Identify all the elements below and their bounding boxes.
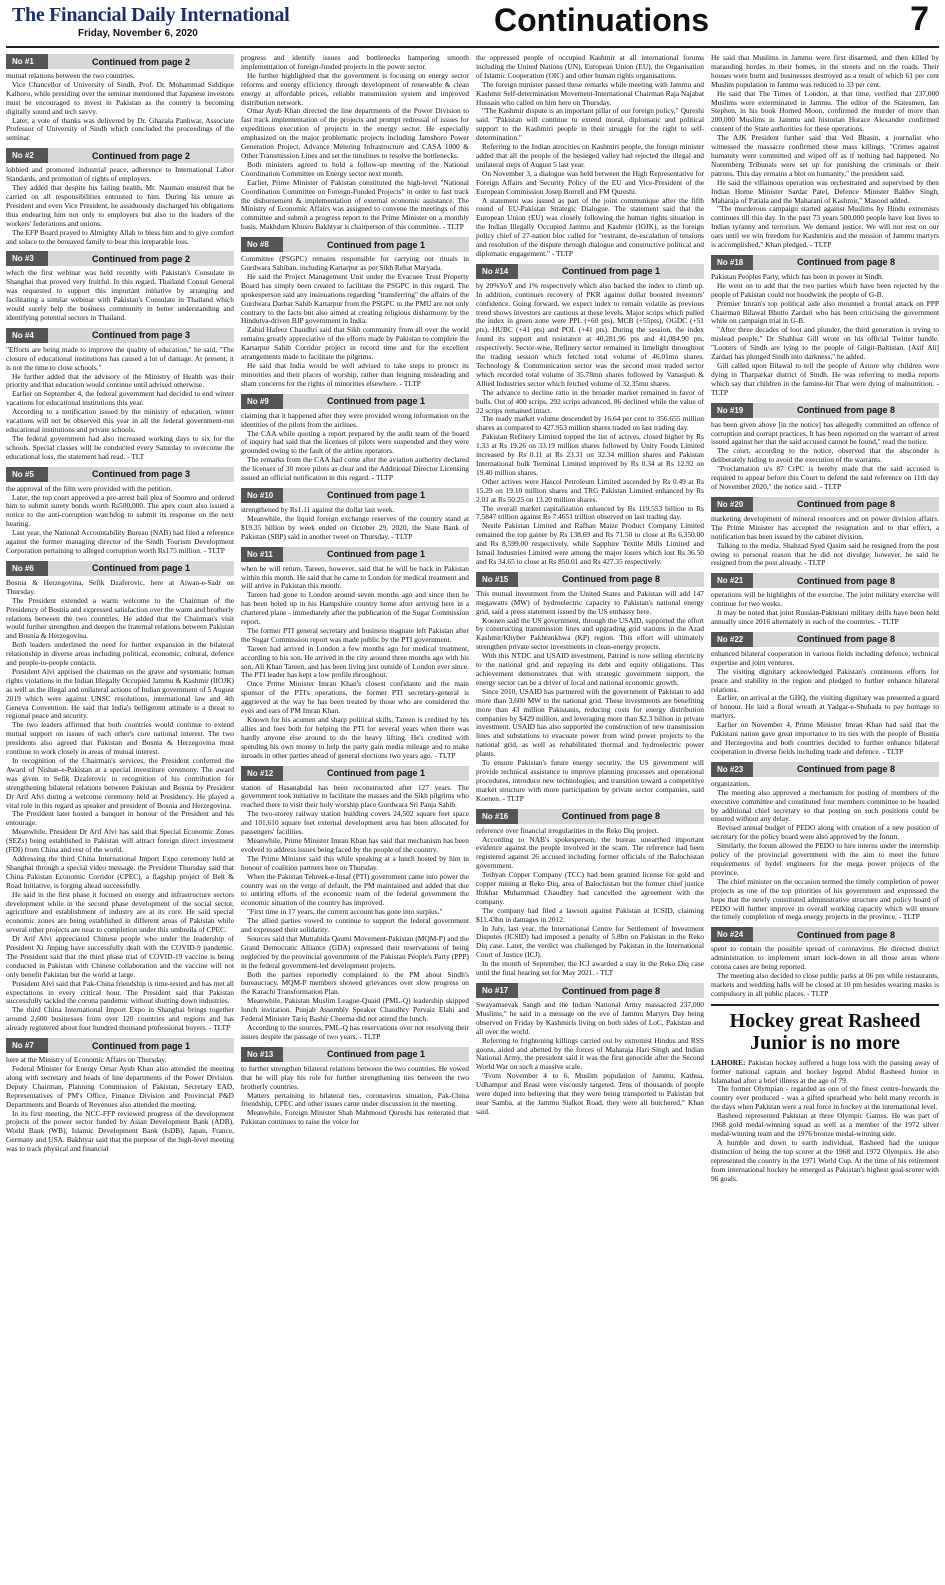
article-number-badge: No #11: [241, 547, 283, 562]
article-paragraph: Talking to the media, Shahzad Syed Qasim said he resigned from the post owing to personal reason that he did not divulge; however, he said he resigned from the post already. - TLTP: [711, 540, 939, 568]
article-body: [476, 282, 704, 567]
article-paragraph: According to a notification issued by the ministry of education, winter vacations will not be observed this year in all the federal government-run educational institutions and private schools.: [6, 407, 234, 434]
article-number-badge: No #6: [6, 561, 48, 576]
article: [711, 632, 939, 757]
article-paragraph: The overall market capitalization enhanced by Rs 119.553 billion to Rs 7.5847 trillion against Rs 7.4651 trillion observed on last trading day.: [476, 503, 704, 522]
article-body: [476, 54, 704, 259]
page-number: 7: [910, 0, 929, 38]
article-paragraph: Bosnia & Herzegovina, Sefik Dzaferovic, here at Aiwan-e-Sadr on Thursday.: [6, 577, 234, 596]
article-paragraph: Pakistan Refinery Limited topped the list of actives, closed higher by Rs 1.33 at Rs 19.26 on 33.19 million shares followed by Unity Foods Limited increased by Rs 0.11 at Rs 23.31 on 32.34 million shares and Pakistan International bulk Terminal Limited improved by Rs 0.34 at Rs 12.92 on 19.40 million shares.: [476, 432, 704, 477]
article-paragraph: Federal Minister for Energy Omar Ayub Khan also attended the meeting along with secretary and heads of line departments of the Power Division. Deputy Chairman, Planning Commission of Pakistan, Secretary EAD, Representatives of PM's Office, Finance Division and Provincial P&D Departments and Boards of Revenues also attended the meeting.: [6, 1064, 234, 1109]
article: [476, 809, 704, 978]
article-number-badge: No #7: [6, 1038, 48, 1053]
article-number-badge: No #19: [711, 403, 753, 418]
article-continued-label: Continued from page 8: [561, 985, 660, 996]
article-paragraph: strengthened by Rs1.11 against the dollar last week.: [241, 504, 395, 514]
article-paragraph: claiming that it happened after they were provided wrong information on the identities of the pilots from the airlines.: [241, 410, 469, 429]
article-body: [476, 590, 704, 804]
article-header: [241, 394, 469, 409]
article-paragraph: A statement was issued as part of the joint communique after the fifth round of EU-Pakistan Strategic Dialogue. The statement said that the European Union (EU) was closely following the human rights situation in the Indian Illegally Occupied Jammu and Kashmir (IOJK), as the foreign policy chief of 27-nation bloc called for "restraint, de-escalation of tensions and resolution of the dispute through dialogue and constructive political and diplomatic engagement." - TLTP: [476, 195, 704, 258]
article-paragraph: The foreign minister passed these remarks while meeting with Jammu and Kashmir Self-determination Movement-International Chairman Raja Najabat Hussain who called on him here on Thursday.: [476, 79, 704, 107]
article-body: [6, 72, 234, 143]
article-number-badge: No #15: [476, 572, 518, 587]
article-paragraph: The chief minister on the occasion termed the timely completion of power projects as one of the top priorities of his government and expressed the hope that the newly constituted administrative structure and policy board of PEDO will further improve its overall working capacity which will ensure the timely completion of mega energy projects in the province. - TLTP: [711, 876, 939, 922]
column-3: [476, 54, 704, 1579]
article: [241, 54, 469, 232]
article-body: [711, 780, 939, 923]
article-number-badge: No #14: [476, 264, 518, 279]
article-paragraph: the oppressed people of occupied Kashmir at all international forums including the United Nations (UN), European Union (EU), the Organisation of Islamic Cooperation (OIC) and other human rights organisations.: [476, 54, 704, 80]
hockey-paragraph: [711, 1112, 939, 1139]
hockey-paragraph-text: Rasheed represented Pakistan at three Olympic Games. He was part of 1968 gold medal-winning squad as well as a member of the 1972 silver medal-winning team and the 1976 bronze medal-winning side.: [711, 1111, 939, 1138]
article-paragraph: Omar Ayub Khan directed the line departments of the Power Division to fast track implementation of the projects and prompt redressal of issues for expeditious execution of projects in the energy sector. He especially emphasized on the major problematic projects including Jamshoro Power Generation Project, Advance Metering Infrastructure and CASA 1000 & Other Transmission Lines and set the timelines to resolve the bottlenecks.: [241, 106, 469, 160]
article-paragraph: Similarly, the forum allowed the PEDO to hire interns under the internship policy of the provincial government with the aim to meet the future requirements of hydel engineers for the mega power projects of the province.: [711, 841, 939, 877]
article: [711, 762, 939, 923]
article-paragraph: "The Kashmir dispute is an important pillar of our foreign policy," Qureshi said. "Pakistan will continue to extend moral, diplomatic and political support to the Kashmiri people in their struggle for the right to self-determination.": [476, 106, 704, 143]
section-title: Continuations: [494, 2, 710, 38]
article-paragraph: The two-storey railway station building covers 24,502 square feet space and 101,610 square feet external development area has been allocated for passengers' facilities.: [241, 809, 469, 837]
article: [6, 54, 234, 143]
article-paragraph: The court, according to the notice, observed that the absconder is deliberately hiding to avoid the execution of the warrants.: [711, 446, 939, 465]
article-paragraph: progress and identify issues and bottlenecks hampering smooth implementation of foreign-funded projects in the power sector.: [241, 54, 469, 71]
article-paragraph: has been given above [in the notice] has allegedly committed an offence of corruption and corrupt practices. It has been reported on the warrant of arrest issued against her that the said accused cannot be found," read the notice.: [711, 419, 939, 447]
article: [6, 148, 234, 246]
article-paragraph: station of Hasanabdal has been reconstructed after 127 years. The government took initiative to facilitate the masses and the Sikh pilgrims who reached there to visit their holy worship place Gurdwara Sri Panja Sahib.: [241, 782, 469, 810]
article-paragraph: Meanwhile, the liquid foreign exchange reserves of the country stand at $19.35 billion by week ended on October 29, 2020, the State Bank of Pakistan (SBP) said in another tweet on Thursday. - TLTP: [241, 513, 469, 541]
article: [241, 237, 469, 389]
article-number-badge: No #5: [6, 467, 48, 482]
article-header: [711, 403, 939, 418]
article-paragraph: Meanwhile, President Dr Arif Alvi has said that Special Economic Zones (SEZs) being established in Pakistan will attract foreign direct investment (FDI) from China and rest of the world.: [6, 827, 234, 855]
article-number-badge: No #3: [6, 251, 48, 266]
article-paragraph: According to the sources, PML-Q has reservations over not resolving their issues despite the passage of two years. - TLTP: [241, 1023, 469, 1041]
article-continued-label: Continued from page 1: [326, 549, 425, 560]
article-paragraph: by 20%YoY and 1% respectively which also backed the index to climb up. In addition, continues recovery of PKR against dollar boosted investors' confidence. Going forward, we expect index to remain volatile as previous trend shows investors are cautious at these levels. Major scrips which pulled the index in green zone were PPL (+60 pts), MCB (+55pts), OGDC (+51 pts), HUBC (+41 pts) and POL (+41 pts). During the session, the index found its support and resistance at 40,281.96 pts and 41,084.90 pts, respectively. Sector-wise, Refinery sector remained in limelight throughout the trading session which fetched total volume of 46.01mn shares. Technology & Communication sector was the second most traded sector which recorded total volume of 35.78mn shares followed by Vanaspati & Allied Industries sector which fetched volume of 32.35mn shares.: [476, 280, 704, 388]
article-continued-label: Continued from page 8: [796, 405, 895, 416]
article-body: [6, 166, 234, 246]
article-paragraph: The Prime Minister said this while speaking at a lunch hosted by him in honour of coalition partners here on Thursday.: [241, 853, 469, 872]
article-continued-label: Continued from page 1: [326, 239, 425, 250]
article-number-badge: No #10: [241, 488, 283, 503]
article: [476, 572, 704, 804]
article-paragraph: The advance to decline ratio in the broader market remained in favor of bulls. Out of 400 scrips, 292 scrips advanced, 86 declined while the value of 22 scrips remained intact.: [476, 387, 704, 415]
article-number-badge: No #8: [241, 237, 283, 252]
article-header: [6, 251, 234, 266]
article-paragraph: Later, a vote of thanks was delivered by Dr. Ghazala Panhwar, Associate Professor of University of Sindh which concluded the proceedings of the seminar.: [6, 115, 234, 143]
article-paragraph: He said that India would be well advised to take steps to protect its minorities and their places of worship, rather than feigning misleading and sham concerns for the rights of minorities elsewhere. - TLTP: [241, 361, 469, 388]
article-paragraph: The two leaders affirmed that both countries would continue to extend mutual support on issues of each other's core national interest. The two presidents also agreed that Pakistan and Bosnia & Herzegovina must continue to work closely in areas of mutual interest.: [6, 720, 234, 757]
article-paragraph: Other actives were Hascol Petroleum Limited ascended by Rs 0.49 at Rs 15.29 on 19.10 million shares and TRG Pakistan Limited enhanced by Rs 2.01 at Rs 50.25 on 13.20 million shares.: [476, 476, 704, 504]
article: [711, 403, 939, 492]
article: [476, 264, 704, 567]
article-paragraph: Meanwhile, Pakistan Muslim League-Quaid (PML-Q) leadership skipped lunch invitation. Punjab Assembly Speaker Chaudhry Pervaiz Elahi and Federal Minister Tariq Bashir Cheema did not attend the lunch.: [241, 996, 469, 1024]
article-continued-label: Continued from page 1: [326, 1049, 425, 1060]
article-paragraph: Nestle Pakistan Limited and Rafhan Maize Product Company Limited remained the top gainer by Rs 138.69 and Rs 71.50 to close at Rs 6,350.00 and Rs 8,599.00 respectively, while Sapphire Textile Mills Limited and Ismail Industries Limited were among the major losers which lost Rs 36.50 and Rs 34.65 to close at Rs 850.01 and Rs 427.35 respectively.: [476, 521, 704, 566]
column-4-articles: [711, 54, 939, 999]
article-continued-label: Continued from page 1: [326, 396, 425, 407]
article-body: [711, 515, 939, 568]
article-paragraph: Meanwhile, Foreign Minister Shah Mahmood Qureshi has reiterated that Pakistan continues to raise the voice for: [241, 1108, 469, 1127]
article-continued-label: Continued from page 2: [91, 56, 190, 67]
article-paragraph: Committee (PSGPC) remains responsible for carrying out rituals in Gurdwara Sahiban, including Kartarpur as per Sikh Rehat Maryada.: [241, 254, 469, 273]
column-4: [711, 54, 939, 1579]
article-body: [241, 255, 469, 389]
article-header: [241, 1047, 469, 1062]
column-2: [241, 54, 469, 1579]
article-number-badge: No #22: [711, 632, 753, 647]
article-paragraph: Swayamsevak Sangh and the Indian National Army massacred 237,000 Muslims," he said in a message on the eve of Jammu Martyrs Day being observed on Friday by Kashmiris living on both sides of LoC, Pakistan and all over the world.: [476, 1000, 704, 1036]
article-body: [6, 269, 234, 322]
article-paragraph: "From November 4 to 6, Muslim population of Jammu, Kathua, Udhampur and Reasi were viscously targeted. Tens of thousands of people were duped into believing that they were being transported to Pakistan but near Samba, at the Jammu Sialkot Road, they were all butchered," Khan said.: [476, 1071, 704, 1116]
article-number-badge: No #20: [711, 497, 753, 512]
article-paragraph: Sources said that Muttahida Qaumi Movement-Pakistan (MQM-P) and the Grand Democratic Alliance (GDA) expressed their reservations of being neglected by the provincial government of the Pakistan People's Party (PPP) in the federal government-led development projects.: [241, 933, 469, 970]
article-header: [476, 572, 704, 587]
article-paragraph: The meeting also decided to close public parks at 06 pm while restaurants, markets and wedding halls will be closed at 10 pm besides wearing masks is compulsory in all public places. - TLTP: [711, 971, 939, 998]
article-paragraph: Referring to the Indian atrocities on Kashmiri people, the foreign minister added that all the people of the besieged valley had rejected the illegal and unilateral steps of August 5 last year.: [476, 142, 704, 169]
article: [711, 573, 939, 627]
article-paragraph: spent to contain the possible spread of coronavirus. He directed district administration to implement smart lock-down in all those areas where corona cases are being reported.: [711, 944, 939, 972]
dateline: LAHORE:: [711, 1057, 746, 1067]
article-continued-label: Continued from page 3: [91, 330, 190, 341]
article-paragraph: Pakistan Peoples Party, which has been in power in Sindh.: [711, 271, 884, 281]
hockey-paragraph: [711, 1139, 939, 1184]
article-paragraph: Last year, the National Accountability Bureau (NAB) had filed a reference against the former managing director of the Sindh Tourism Development Corporation pertaining to alleged corruption worth Rs175 million. - TLTP: [6, 528, 234, 555]
article-continued-label: Continued from page 2: [91, 150, 190, 161]
article-paragraph: Earlier, Prime Minister of Pakistan constituted the high-level "National Coordination Committee on Foreign-Funded Projects" in order to fast track the disbursement & implementation of external economic assistance. The Ministry of Economic Affairs was assigned to convene the meetings of this committee and submit a progress report to the Prime Minister on a monthly basis. Makhdum Khusro Bakhtyar is chairperson of this committee. - TLTP: [241, 177, 469, 232]
article-header: [6, 148, 234, 163]
article: [476, 54, 704, 259]
article-paragraph: With this NTDC and USAID investment, Patrind is now selling electricity to the national grid and repaying its debt and equity obligations. This achievement demonstrates that with strategic government support, the energy sector can be a driver of local and national economic growth.: [476, 651, 704, 687]
article-paragraph: Both the parties reportedly complained to the PM about Sindh's bureaucracy. MQM-P members showed grievances over slow progress on the Karachi Transformation Plan.: [241, 969, 469, 997]
article: [711, 54, 939, 250]
article-body: [6, 485, 234, 556]
article-header: [6, 54, 234, 69]
article-paragraph: Zahid Hafeez Chaudhri said that Sikh community from all over the world remains greatly appreciative of the efforts made by Pakistan to complete the Kartarpur Sahib Corridor project in record time and for the excellent arrangements made to facilitate the pilgrims.: [241, 325, 469, 362]
article-paragraph: The President extended a warm welcome to the Chairman of the Presidency of Bosnia and expressed satisfaction over the warm and brotherly relations between the two countries. He added that the Chairman's visit would further strengthen and deepen the fraternal relations between Pakistan and Bosnia & Herzegovina.: [6, 595, 234, 641]
article-paragraph: organization.: [711, 778, 750, 788]
article-paragraph: He said that Muslims in Jammu were first disarmed, and then killed by marauding hordes in their homes, in the streets and on the roads. Their houses were burnt and businesses destroyed as a result of which 61 per cent Muslim population in Jammu was reduced to 33 per cent.: [711, 54, 939, 89]
article-paragraph: President Alvi said that Pak-China friendship is time-tested and has met all expectations in every critical hour. The President said that Pakistan successfully tackled the corona pandemic without shutting down industries.: [6, 978, 234, 1006]
article-paragraph: Revised annual budget of PEDO along with creation of a new position of secretary for the policy board were also approved by the forum.: [711, 823, 939, 842]
article-number-badge: No #9: [241, 394, 283, 409]
article-header: [476, 809, 704, 824]
article: [241, 766, 469, 1042]
article-paragraph: Earlier, on arrival at the GHQ, the visiting dignitary was presented a guard of honour. He laid a floral wreath at Yadgar-e-Shuhada to pay homage to martyrs.: [711, 693, 939, 721]
article-number-badge: No #18: [711, 255, 753, 270]
article-paragraph: The AJK President further said that Ved Bhasin, a journalist who witnessed the massacre confirmed these mass killings. "Crimes against humanity were committed and wiped off as if nothing had happened. No Nuremberg Tribunals were set up for punishing the criminals or their patrons. This day remains a blot on humanity," the president said.: [711, 133, 939, 178]
article-header: [6, 1038, 234, 1053]
article-paragraph: In the month of September, the ICJ awarded a stay in the Reko Diq case until the final hearing set for May 2021. - TLT: [476, 959, 704, 978]
article-number-badge: No #1: [6, 54, 48, 69]
article: [6, 467, 234, 556]
article-paragraph: On November 3, a dialogue was held between the High Representative for Foreign Affairs and Security Policy of the EU and Vice-President of the European Commission Josep Borrell and FM Qureshi.: [476, 168, 704, 196]
article-continued-label: Continued from page 8: [561, 574, 660, 585]
article-body: [6, 1056, 234, 1154]
article-paragraph: Tethyan Copper Company (TCC) had been granted license for gold and copper mining at Reko Diq, area of Balochistan but the former chief justice Iftikhar Muhammad Chaudhry had cancelled the agreement with the company.: [476, 870, 704, 906]
article-paragraph: marketing development of mineral resources and on power division affairs. The Prime Minister has accepted the resignation and to that effect, a notification has been issued by the cabinet division.: [711, 513, 939, 541]
article-paragraph: Dr Arif Alvi appreciated Chinese people who under the leadership of President Xi Jinping have successfully dealt with the COVID-9 pandemic. The President said that the third phase trial of COVID-19 vaccine is being conducted in Pakistan with Chinese collaboration and the vaccine will not only benefit Pakistan but the world at large.: [6, 934, 234, 979]
article-paragraph: Later, the top court approved a pre-arrest bail plea of Soomro and ordered him to submit surety bonds worth Rs500,000. The apex court also issued a notice to the anti-corruption watchdog to submit its response on the next hearing.: [6, 492, 234, 529]
article-paragraph: Referring to frightening killings carried out by extremist Hindus and RSS goons, aided and abetted by the forces of Maharaja Hari Singh and Indian National Army, the president said it was the first genocide after the Second World War on such a massive scale.: [476, 1035, 704, 1072]
article-paragraph: The visiting dignitary acknowledged Pakistan's continuous efforts for peace and stability in the region and pledged to further enhance bilateral relations.: [711, 666, 939, 694]
article-columns: [6, 48, 939, 1579]
article-body: [711, 421, 939, 492]
article-body: [711, 945, 939, 998]
article-continued-label: Continued from page 8: [796, 764, 895, 775]
article-body: [711, 54, 939, 250]
article-body: [241, 412, 469, 483]
hockey-paragraph-text: Pakistan hockey suffered a huge loss with the passing away of former national captain and hockey legend Abdul Rasheed Junior in Islamabad after a brief illness at the age of 79.: [711, 1057, 939, 1085]
article-paragraph: This mutual investment from the United States and Pakistan will add 147 megawatts (MW) of hydroelectric capacity to Pakistan's national energy grid, said a press statement issued by the US embassy here.: [476, 588, 704, 616]
article-paragraph: He further added that the advisory of the Ministry of Health was their priority and that education would continue until advised otherwise.: [6, 371, 234, 390]
article-paragraph: the approval of the film were provided with the petition.: [6, 483, 173, 493]
article-continued-label: Continued from page 8: [796, 634, 895, 645]
article-paragraph: In its first meeting, the NCC-FFP reviewed progress of the development projects of the power sector funded by Asian Development Bank (ADB), World Bank (WB), Islamic Development Bank (IsDB), Japan, France, Germany and USA. Bakhtyar said that the purpose of the high-level meeting was to track physical and financial: [6, 1108, 234, 1154]
article-body: [6, 346, 234, 462]
article-body: [711, 650, 939, 757]
article-paragraph: To ensure Pakistan's future energy security, the US government will provide technical assistance to improve planning processes and operational procedures, introduce new technologies, and transition toward a competitive market structure with more participation by private sector companies, said Koenen. - TLTP: [476, 758, 704, 803]
article-paragraph: He said in the first phase it focused on energy and infrastructure sectors development while in the second phase development of the social sector, agriculture and establishment of industry are at its core. He said special economic zones are being established in different areas of Pakistan while several other projects are near to completion under this umbrella of CPEC.: [6, 889, 234, 935]
article-header: [6, 561, 234, 576]
article-paragraph: President Alvi apprised the chairman on the grave and systematic human rights violations in the Indian Illegally Occupied Jammu & Kashmir (IIOJK) as well as the illegal and unilateral actions of Indian government of 5 August 2019 which were against UNSC resolutions, international law and 4th Geneva Convention. He said that India's belligerent attitude is a threat to regional peace and security.: [6, 666, 234, 721]
article-body: [476, 827, 704, 978]
article-number-badge: No #16: [476, 809, 518, 824]
hockey-article: [711, 1004, 939, 1184]
article-paragraph: enhanced bilateral cooperation in various fields including defence, technical expertise and joint ventures.: [711, 648, 939, 667]
article-paragraph: The company had filed a lawsuit against Pakistan at ICSID, claiming $11.43bn in damages in 2012.: [476, 905, 704, 924]
article-body: [476, 1001, 704, 1117]
article-paragraph: The allied parties vowed to continue to support the federal government and expressed their solidarity.: [241, 916, 469, 935]
article-paragraph: The remarks from the CAA had come after the aviation authority declared the licenses of 30 more pilots as clear and the Additional Director Licensing issued an official notification in this regard. - TLTP: [241, 455, 469, 483]
article-body: [241, 54, 469, 232]
article-header: [241, 488, 469, 503]
article-paragraph: The President later hosted a banquet in honour of the President and his entourage.: [6, 809, 234, 828]
article-number-badge: No #17: [476, 983, 518, 998]
article-paragraph: Matters pertaining to bilateral ties, coronavirus situation, Pak-China friendship, CPEC and other issues came under discussion in the meeting.: [241, 1090, 469, 1109]
article-continued-label: Continued from page 8: [796, 499, 895, 510]
article-paragraph: to further strengthen bilateral relations between the two countries. He vowed that he will play his role for further strengthening ties between the two brotherly countries.: [241, 1063, 469, 1091]
article-paragraph: when he will return. Tareen, however, said that he will be back in Pakistan within this month. He said that he came to London for medical treatment and will arrive in Pakistan this month.: [241, 563, 469, 591]
article-paragraph: The former PTI general secretary and business magnate left Pakistan after the Sugar Commission report was made public by the PTI government.: [241, 625, 469, 644]
article-paragraph: Earlier on November 4, Prime Minister Imran Khan had said that the Pakistani nation gave great importance to its ties with the people of Bosnia and Herzegovina and both countries decided to further enhance bilateral cooperation in diverse fields including trade and defence. - TLTP: [711, 720, 939, 756]
hockey-paragraph: [711, 1059, 939, 1086]
article-continued-label: Continued from page 3: [91, 469, 190, 480]
article: [241, 547, 469, 761]
article: [711, 255, 939, 398]
article-body: [241, 506, 469, 542]
article: [6, 561, 234, 1033]
article-paragraph: In July, last year, the International Centre for Settlement of Investment Disputes (ICSID) had imposed a penalty of 5.8bn on Pakistan in the Reko Diq case. Later, the verdict was challenged by Pakistan in the International Court of Justice (ICJ).: [476, 923, 704, 960]
article-header: [711, 927, 939, 942]
hockey-paragraph-text: A humble and down to earth individual, Rasheed had the unique distinction of being the top scorer at the 1968 and 1972 Olympics. He also represented the country in the 1971 World Cup. At the time of his retirement from international hockey he emerged as Pakistan's highest goal-scorer with 96 goals.: [711, 1137, 939, 1183]
hockey-headline: Hockey great Rasheed Junior is no more: [729, 1009, 921, 1054]
article-number-badge: No #2: [6, 148, 48, 163]
article-paragraph: Tareen had gone to London around seven months ago and since then he has been holed up in his Hampshire country home after arriving here in a chartered plane - immediately after the publication of the Sugar Commission report.: [241, 590, 469, 627]
article: [241, 394, 469, 483]
article-continued-label: Continued from page 8: [796, 575, 895, 586]
article-paragraph: The federal government had also increased working days to six for the schools. Special classes will be conducted every Saturday to overcome the educational loss, the statement had read. - TLT: [6, 433, 234, 461]
article-paragraph: Meanwhile, Prime Minister Imran Khan has said that mechanism has been evolved to address issues being faced by the people of the country.: [241, 835, 469, 854]
article-continued-label: Continued from page 8: [796, 929, 895, 940]
article-paragraph: Known for his acumen and sharp political skills, Tareen is credited by his allies and foes both for helping the PTI for several years when there was hardly anyone else around to do the heavy lifting. He's credited with spending his own money to help the party gain media mileage and to make inroads in other parties ahead of general elections two years ago. - TLTP: [241, 715, 469, 760]
article-paragraph: here at the Ministry of Economic Affairs on Thursday.: [6, 1055, 167, 1065]
article-header: [476, 983, 704, 998]
article-body: [711, 591, 939, 627]
article-continued-label: Continued from page 1: [91, 563, 190, 574]
article-paragraph: When the Pakistan Tehreek-e-Insaf (PTI) government came into power the country was on the verge of default, the PM maintained and added that due to untiring efforts of the economic team of the federal government the economic situation of the country has improved.: [241, 871, 469, 908]
article: [241, 1047, 469, 1127]
article-body: [6, 579, 234, 1033]
article-header: [241, 547, 469, 562]
article: [711, 927, 939, 998]
article-header: [6, 328, 234, 343]
article-paragraph: Both ministers agreed to hold a follow-up meeting of the National Coordination Committee on Energy sector next month.: [241, 159, 469, 178]
article-paragraph: "First time in 17 years, the current account has gone into surplus.": [247, 907, 443, 917]
hockey-paragraph: [711, 1085, 939, 1112]
article: [476, 983, 704, 1117]
article-paragraph: In recognition of the Chairman's services, the President conferred the Award of Nishan-e-Pakistan at a special investiture ceremony. The award was given to Sefik Dzaferovic in recognition of his contribution for strengthening bilateral relations between Pakistan and Bosnia by President Dr Arif Alvi during a welcome ceremony held at Presidency. He played a vital role in this regard as speaker and president of Bosnia and Herzegovina.: [6, 756, 234, 810]
article-number-badge: No #21: [711, 573, 753, 588]
article-paragraph: The EFP Board prayed to Almighty Allah to bless him and to give comfort and solace to the bereaved family to bear this irreparable loss.: [6, 227, 234, 246]
article-paragraph: He said that The Times of London, at that time, verified that 237,000 Muslims were exterminated in Jammu. The editor of the Statesmen, Ian Stephen, in his book Horned Moon, confirmed the murder of more than 200,000 Muslims in Jammu and historian Horace Alexander confirmed consent of the State authorities for these operations.: [711, 88, 939, 134]
article-paragraph: The meeting also approved a mechanism for posting of members of the executive committee and constituted four members committee to be headed by additional chief secretary so that posting on such positions could be ensured without any delay.: [711, 787, 939, 824]
article-header: [711, 632, 939, 647]
article-paragraph: Gill called upon Bilawal to tell the people of Astore why children were dying in Tharparkar district of Sindh. He was referring to media reports which say that children in the famine-hit Thar were dying of malnutrition. - TLTP: [711, 361, 939, 397]
hockey-article-body: [711, 1059, 939, 1184]
article-paragraph: "The murderous campaign started against Muslims by Hindu extremists continues till this day. In the past 73 years 500,000 people have lost lives to Indian tyranny and terrorism. We demand justice. We will not rest on our oars until we win freedom for Kashmiris and the mission of Jammu martyrs is accomplished," Khan pledged. - TLTP: [711, 204, 939, 250]
article-body: [241, 1065, 469, 1127]
column-1: [6, 54, 234, 1579]
paper-name: The Financial Daily International: [12, 4, 290, 26]
issue-date: Friday, November 6, 2020: [78, 28, 198, 39]
article-paragraph: Since 2010, USAID has partnered with the government of Pakistan to add more than 3,600 MW to the national grid. These investments are benefiting more than 43 million Pakistanis, reducing costs for energy distribution companies by $429 million, and leveraging more than $2.3 billion in private investment. USAID has also supported the construction of new transmission lines and substations to evacuate power from wind power projects to the national grid, as well as rehabilitated thermal and hydroelectric power plants.: [476, 686, 704, 759]
article-paragraph: The ready market volume descended by 16.64 per cent to 356.655 million shares as compared to 427.953 million shares traded on last trading day.: [476, 414, 704, 433]
article-paragraph: Vice Chancellor of University of Sindh, Prof. Dr. Mohammad Siddique Kalhoro, while presiding over the seminar mentioned that Japanese investors must be encouraged to invest in Pakistan as the country is becoming digitally sound and tech savvy.: [6, 79, 234, 116]
article-number-badge: No #13: [241, 1047, 283, 1062]
article-body: [241, 565, 469, 761]
article: [241, 488, 469, 542]
article-paragraph: According to NAB's spokesperson, the bureau unearthed important evidence against the people involved in the scam. The reference had been registered against 26 accused including former officials of the Balochistan government.: [476, 834, 704, 871]
article-paragraph: Koenen said the US government, through the USAID, supported the effort by constructing transmission lines and upgrading grid stations in the Azad Kashmir/Khyber Pakhtunkhwa (KP) region. This effort will ultimately strengthen private sector investments in clean-energy projects.: [476, 615, 704, 652]
article-continued-label: Continued from page 1: [561, 266, 660, 277]
article-paragraph: "Proclamation u/s 87 CrPC is hereby made that the said accused is required to appear before this Court to defend the said reference on 11th day of November 2020," the notice said. - TLTP: [711, 464, 939, 491]
article-paragraph: He went on to add that the two parties which have been rejected by the people of Pakistan could not hoodwink the people of G-B.: [711, 280, 939, 299]
article-header: [241, 766, 469, 781]
article-paragraph: He said the villainous operation was orchestrated and supervised by then Indian Home Minister Sardar Patel, Defence Minister Baldev Singh, Maharaja of Patiala and the Maharani of Kashmir," Masood added.: [711, 177, 939, 205]
article: [6, 328, 234, 462]
article-paragraph: It may be noted that joint Russian-Pakistani military drills have been held annually since 2016 alternately in each of the countries. - TLTP: [711, 608, 939, 627]
article-header: [241, 237, 469, 252]
article-paragraph: They added that despite his failing health, Mr. Nauman ensured that he carried on all responsibilities entrusted to him. During his tenure as President and even Vice President, he assiduously discharged his obligations thus endearing him not only to employers but also to the leaders of the workers' federations and unions.: [6, 183, 234, 228]
article-paragraph: Both leaders underlined the need for further expansion in the bilateral relationship in diverse areas including political, economic, cultural, defence and people-to-people contacts.: [6, 640, 234, 668]
article-paragraph: He further highlighted that the government is focusing on energy sector reforms and energy efficiency through development of renewable & clean energy at affordable prices, reliable transmission system and improved distribution network.: [241, 70, 469, 107]
article: [6, 1038, 234, 1154]
article-continued-label: Continued from page 8: [796, 257, 895, 268]
article-paragraph: The third China International Import Expo in Shanghai brings together around 2,600 businesses from over 120 countries and regions and has already registered about four hundred thousand professional buyers. - TLTP: [6, 1005, 234, 1033]
hockey-paragraph-text: The former Olympian - regarded as one of the finest centre-forwards the country ever produced - was a gifted spearhead who held many records in the days when Pakistan were a real force in hockey at the international level.: [711, 1084, 939, 1112]
article-continued-label: Continued from page 1: [326, 490, 425, 501]
article-paragraph: The CAA while quoting a report prepared by the audit team of the board of inquiry had said that the licenses of pilots were suspended and they were grounded owing to the fault of the airline operators.: [241, 428, 469, 456]
article-paragraph: which the first webinar was held recently with Pakistan's Consulate in Shanghai that proved very fruitful. In this regard, Thailand Consul General was requested to support this important initiative by arranging and facilitating a similar webinar with Pakistan's Consulate in Thailand which would surely help the business community in better understanding and identifying potential sectors in Thailand.: [6, 268, 234, 322]
article-paragraph: "After three decades of loot and plunder, the third generation is trying to mislead people," Dr Shahbaz Gill wrote on his official Twitter handle. "Looters of Sindh are lying to the people of Gilgit-Baltistan. [Asif Ali] Zardari has plunged Sindh into darkness," he added.: [711, 325, 939, 362]
article-header: [711, 762, 939, 777]
article-body: [241, 784, 469, 1042]
article-paragraph: operations will be highlights of the exercise. The joint military exercise will continue for two weeks.: [711, 590, 939, 609]
article-paragraph: lobbied and promoted industrial peace, adherence to International Labor Standards, and promotion of rights of employers.: [6, 165, 234, 184]
article-paragraph: He said the Project Management Unit under the Evacuee Trust Property Board has simply been created to facilitate the PSGPC in this regard. The spokesperson said any insinuations regarding "transferring" the affairs of the Gurdwara Darbar Sahib Kartarpur from the PSGPC to the PMU are not only contrary to the facts but also aimed at creating religious disharmony by the Hindutva-driven BJP government in India.: [241, 271, 469, 326]
article-paragraph: Once Prime Minister Imran Khan's closest confidante and the main sponsor of the PTI's operations, the former PTI secretary-general is aggrieved at the way he has been treated by those who are considered the eyes and ears of PM Imran Khan.: [241, 679, 469, 716]
article-number-badge: No #4: [6, 328, 48, 343]
article: [711, 497, 939, 568]
article-paragraph: Tareen had arrived in London a few months ago for medical treatment, according to his son. He arrived in the city around three months ago with his son, Ali Khan Tareen, and has been living just outside of London ever since. The PTI leader has kept a low profile throughout.: [241, 643, 469, 680]
article-header: [711, 497, 939, 512]
article-continued-label: Continued from page 1: [326, 768, 425, 779]
article-header: [711, 573, 939, 588]
article-header: [711, 255, 939, 270]
masthead: [6, 0, 939, 48]
article-paragraph: Premier Imran's top political aide also mounted a frontal attack on PPP Chairman Bilawal Bhutto Zardari who has been criticising the government while on campaign trial in G-B.: [711, 298, 939, 326]
article-paragraph: mutual relations between the two countries.: [6, 71, 135, 80]
article-continued-label: Continued from page 8: [561, 811, 660, 822]
article-continued-label: Continued from page 2: [91, 253, 190, 264]
article-paragraph: Addressing the third China International Import Expo ceremony held at Shanghai through a special video message, the President Thursday said that China Pakistan Economic Corridor (CPEC), a flagship project of Belt & Road Initiative, is forging ahead successfully.: [6, 853, 234, 890]
article-number-badge: No #23: [711, 762, 753, 777]
article-number-badge: No #24: [711, 927, 753, 942]
article-paragraph: reference over financial irregularities in the Reko Diq project.: [476, 825, 659, 835]
article-header: [476, 264, 704, 279]
article: [6, 251, 234, 322]
article-body: [711, 273, 939, 398]
article-header: [6, 467, 234, 482]
article-paragraph: "Efforts are being made to improve the quality of education," he said, "The closure of educational institutions has caused a lot of damage. At present, it is not the time to close schools.": [6, 344, 234, 372]
article-continued-label: Continued from page 1: [91, 1040, 190, 1051]
article-number-badge: No #12: [241, 766, 283, 781]
article-paragraph: Earlier on September 4, the federal government had decided to end winter vacations for educational institutions this year.: [6, 389, 234, 408]
